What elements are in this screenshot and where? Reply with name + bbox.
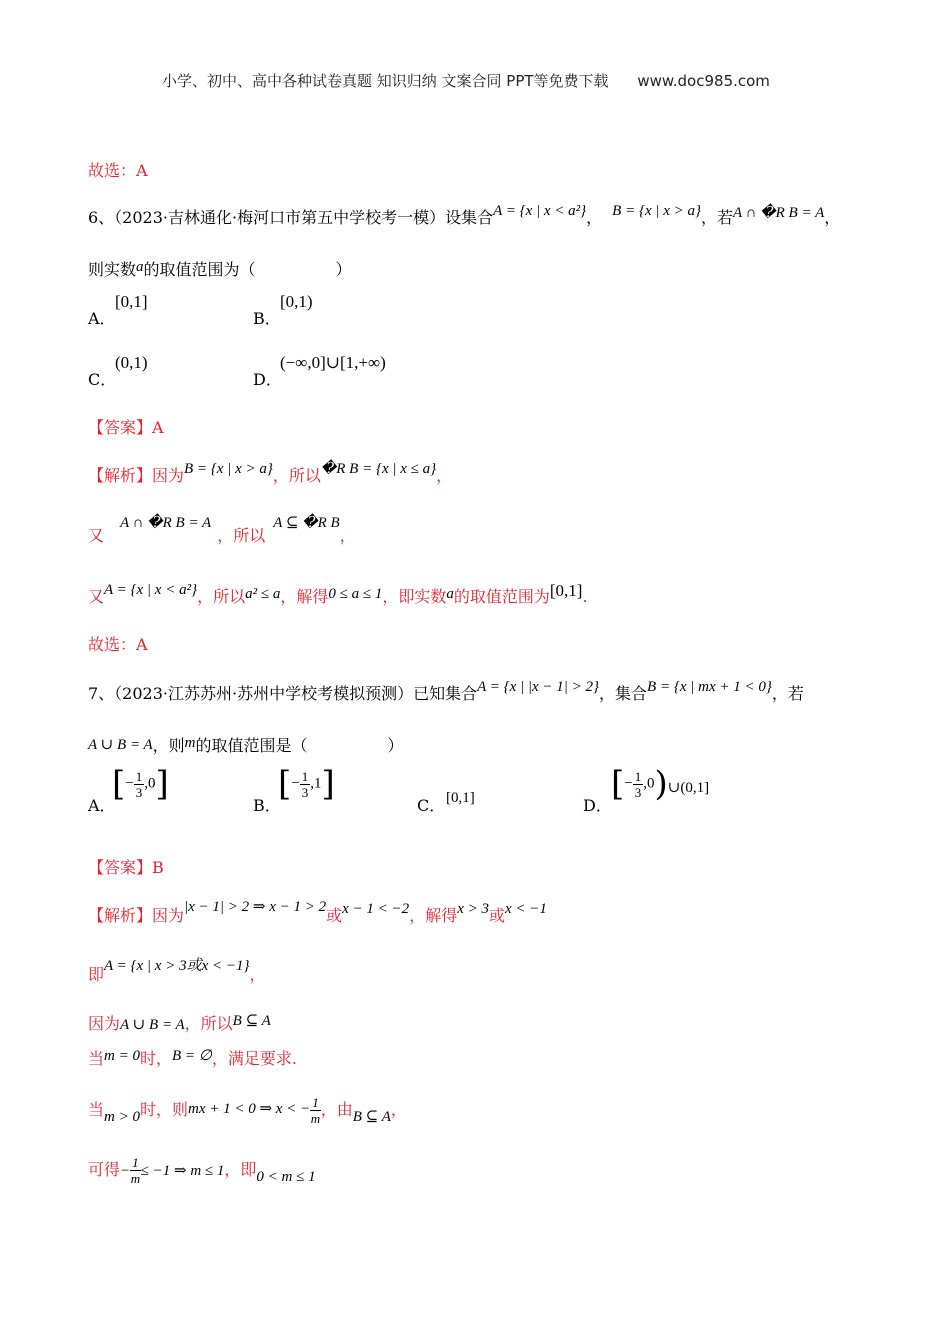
question-6-line-2 — [88, 257, 352, 280]
q6-end: ， — [824, 208, 841, 227]
ex6-l3-d: ，即实数 — [382, 587, 447, 606]
q6-set-a: A = {x | x < a²} — [493, 203, 587, 219]
q7-mid: ，集合 — [599, 684, 648, 703]
ex7-l4-b: 时， — [139, 1049, 172, 1068]
q7-if: ，若 — [771, 684, 804, 703]
ex6-l3-math2: a² ≤ a — [245, 586, 281, 602]
ex7-l5-math3: B ⊆ A — [352, 1109, 391, 1125]
page-header — [162, 70, 770, 91]
ex7-l1-d: 或 — [488, 906, 505, 925]
q6-option-a: [0,1] — [115, 292, 148, 311]
answer-7: 【答案】B — [88, 858, 164, 877]
question-7-line-1 — [88, 681, 804, 704]
ex6-l1-a: 【解析】因为 — [88, 466, 185, 485]
ex7-l5-math2: mx + 1 < 0 ⇒ x < − — [188, 1101, 311, 1117]
ex6-l3-c: ，解得 — [280, 587, 329, 606]
explanation-7-line-2 — [88, 958, 266, 985]
q7-condition: A ∪ B = A — [88, 737, 153, 753]
explanation-7-line-4 — [88, 1046, 297, 1069]
ex7-l6-b: ，即 — [224, 1160, 257, 1179]
ex7-l1-c: ，解得 — [409, 906, 458, 925]
ex6-l1-c: ， — [436, 466, 453, 485]
q7-option-b: [− $\frac{1}{3}$ ,1] — [278, 764, 335, 804]
q7-option-d-label: D． — [583, 796, 612, 815]
q7-variable: m — [184, 735, 196, 751]
q6-option-d-label: D． — [253, 370, 282, 389]
q6-option-a-label: A． — [88, 309, 116, 328]
ex6-l2-math2: A ⊆ �R B — [273, 515, 340, 531]
ex6-l2-b: ，所以 — [217, 526, 266, 545]
ex6-l1-math2: �R B = {x | x ≤ a} — [320, 461, 437, 477]
q7-option-a: [− $\frac{1}{3}$ ,0] — [112, 764, 169, 804]
ex7-l3-math2: B ⊆ A — [232, 1013, 271, 1029]
ex7-l1-a: 【解析】因为 — [88, 906, 185, 925]
ex7-l2-b: ， — [249, 965, 266, 984]
ex7-l1-math4: x < −1 — [505, 901, 547, 917]
q6-set-b: B = {x | x > a} — [612, 203, 702, 219]
ex7-l3-a: 因为 — [88, 1014, 121, 1033]
ex7-l4-c: ，满足要求. — [211, 1049, 297, 1068]
q7-option-b-label: B． — [253, 796, 281, 815]
ex7-l4-math: m = 0 — [104, 1048, 140, 1064]
q6-option-d: (−∞,0]∪[1,+∞) — [280, 353, 386, 372]
ex7-l2-a: 即 — [88, 965, 105, 984]
q6-option-b-label: B． — [253, 309, 281, 328]
q7-set-b: B = {x | mx + 1 < 0} — [647, 679, 772, 695]
ex7-l2-math: A = {x | x > 3或x < −1} — [104, 958, 250, 974]
q7-line2-a: ，则 — [152, 736, 185, 755]
explanation-6-line-2 — [88, 515, 356, 546]
ex7-l6-math3: 0 < m ≤ 1 — [256, 1169, 316, 1185]
q6-prefix: 6、（2023·吉林通化·梅河口市第五中学校考一模）设集合 — [88, 208, 494, 227]
ex7-l1-b: 或 — [326, 906, 343, 925]
explanation-7-line-5: 当m > 0时，则mx + 1 < 0 ⇒ x < − $\frac{1}{m}$ ，由B ⊆ A， — [88, 1095, 407, 1126]
q6-line2-tail: 的取值范围为（ ） — [143, 260, 352, 279]
ex6-l3-math: A = {x | x < a²} — [104, 582, 198, 598]
ex6-l1-math: B = {x | x > a} — [184, 461, 273, 477]
q6-option-c-label: C． — [88, 370, 117, 389]
q6-line2-text: 则实数 — [88, 260, 137, 279]
q6-condition: A ∩ �R B = A — [733, 205, 825, 221]
q6-comma: ， — [586, 208, 603, 227]
explanation-7-line-3 — [88, 1011, 271, 1034]
question-7-line-2 — [88, 733, 404, 756]
q6-option-c: (0,1) — [115, 353, 148, 372]
ex6-l2-math: A ∩ �R B = A — [120, 515, 212, 531]
ex6-l2-c: ， — [339, 526, 356, 545]
ex6-l1-b: ，所以 — [272, 466, 321, 485]
selection-5: 故选：A — [88, 161, 148, 180]
ex7-l5-a: 当 — [88, 1100, 105, 1119]
q6-option-b: [0,1) — [280, 292, 313, 311]
q7-prefix: 7、（2023·江苏苏州·苏州中学校考模拟预测）已知集合 — [88, 684, 478, 703]
ex7-l1-math: |x − 1| > 2 ⇒ x − 1 > 2 — [184, 899, 327, 915]
ex7-l3-b: ，所以 — [184, 1014, 233, 1033]
ex7-l6-math1: − — [120, 1163, 131, 1179]
q7-line2-tail: 的取值范围是（ ） — [195, 736, 404, 755]
ex7-l4-math2: B = ∅ — [172, 1048, 212, 1064]
ex6-l3-math4: a — [446, 586, 454, 602]
q7-set-a: A = {x | |x − 1| > 2} — [477, 679, 600, 695]
answer-6: 【答案】A — [88, 418, 164, 437]
ex6-l2-a: 又 — [88, 526, 105, 545]
explanation-6-line-3 — [88, 581, 588, 607]
q7-option-a-label: A． — [88, 796, 116, 815]
ex7-l5-b: 时，则 — [139, 1100, 188, 1119]
q7-option-d: [− $\frac{1}{3}$ ,0)∪(0,1] — [611, 764, 710, 804]
header-text: 小学、初中、高中各种试卷真题 知识归纳 文案合同 PPT等免费下载 — [162, 72, 609, 90]
q6-if: ，若 — [701, 208, 734, 227]
header-url: www.doc985.com — [637, 72, 770, 90]
ex6-l3-b: ，所以 — [197, 587, 246, 606]
ex7-l6-math2: ≤ −1 ⇒ m ≤ 1 — [140, 1163, 225, 1179]
ex7-l5-d: ， — [390, 1100, 407, 1119]
q7-option-c: [0,1] — [446, 790, 475, 806]
ex6-l3-e: 的取值范围为 — [453, 587, 550, 606]
ex7-l1-math2: x − 1 < −2 — [342, 901, 410, 917]
ex6-l3-math5: [0,1] — [549, 581, 583, 600]
ex7-l1-math3: x > 3 — [457, 901, 489, 917]
ex7-l5-c: ，由 — [320, 1100, 353, 1119]
ex6-l3-f: . — [582, 587, 588, 606]
ex7-l3-math: A ∪ B = A — [120, 1017, 185, 1033]
ex7-l6-a: 可得 — [88, 1160, 121, 1179]
q6-variable: a — [136, 259, 144, 275]
ex6-l3-a: 又 — [88, 587, 105, 606]
explanation-6-line-1 — [88, 463, 452, 486]
q7-option-c-label: C． — [417, 796, 446, 815]
explanation-7-line-6: 可得− $\frac{1}{m}$ ≤ −1 ⇒ m ≤ 1，即0 < m ≤ 1 — [88, 1155, 316, 1186]
selection-6: 故选：A — [88, 635, 148, 654]
question-6-line-1 — [88, 205, 840, 228]
ex7-l5-math: m > 0 — [104, 1109, 140, 1125]
ex6-l3-math3: 0 ≤ a ≤ 1 — [328, 586, 383, 602]
ex7-l4-a: 当 — [88, 1049, 105, 1068]
explanation-7-line-1 — [88, 899, 547, 926]
